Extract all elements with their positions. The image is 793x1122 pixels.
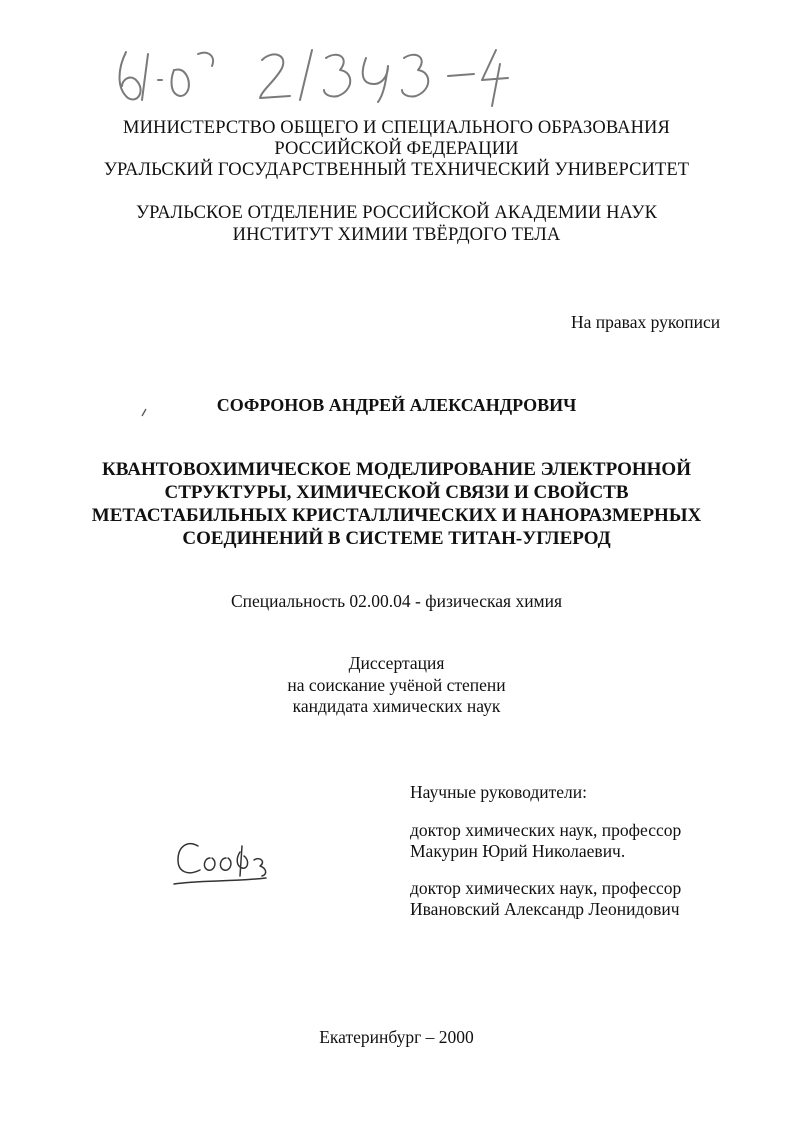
degree-line-1: Диссертация [348,653,445,673]
supervisor-1-name: Макурин Юрий Николаевич. [410,841,626,861]
degree-line-3: кандидата химических наук [292,696,501,716]
title-line-4: СОЕДИНЕНИЙ В СИСТЕМЕ ТИТАН-УГЛЕРОД [182,528,611,549]
title-line-1: КВАНТОВОХИМИЧЕСКОЕ МОДЕЛИРОВАНИЕ ЭЛЕКТРОННОЙ [102,459,691,480]
manuscript-note: На правах рукописи [571,312,721,332]
federation-name: РОССИЙСКОЙ ФЕДЕРАЦИИ [274,139,519,159]
institute-name: ИНСТИТУТ ХИМИИ ТВЁРДОГО ТЕЛА [232,225,561,245]
ministry-name: МИНИСТЕРСТВО ОБЩЕГО И СПЕЦИАЛЬНОГО ОБРАЗОВАНИЯ [123,118,670,138]
academy-branch-name: УРАЛЬСКОЕ ОТДЕЛЕНИЕ РОССИЙСКОЙ АКАДЕМИИ НАУК [135,203,658,223]
supervisor-2-name: Ивановский Александр Леонидович [410,899,680,919]
title-line-3: МЕТАСТАБИЛЬНЫХ КРИСТАЛЛИЧЕСКИХ И НАНОРАЗМЕРНЫХ [91,505,702,526]
specialty: Специальность 02.00.04 - физическая химия [230,591,563,611]
university-name: УРАЛЬСКИЙ ГОСУДАРСТВЕННЫЙ ТЕХНИЧЕСКИЙ УНИВЕРСИТЕТ [103,160,690,180]
handwritten-signature [170,832,280,892]
handwritten-archive-number [112,40,512,110]
author-name: СОФРОНОВ АНДРЕЙ АЛЕКСАНДРОВИЧ [216,395,577,415]
place-and-year: Екатеринбург – 2000 [319,1027,474,1047]
supervisor-1-credentials: доктор химических наук, профессор [410,820,682,840]
supervisor-2-credentials: доктор химических наук, профессор [410,878,682,898]
title-line-2: СТРУКТУРЫ, ХИМИЧЕСКОЙ СВЯЗИ И СВОЙСТВ [164,482,629,503]
supervisors-heading: Научные руководители: [410,782,587,802]
degree-line-2: на соискание учёной степени [287,675,506,695]
